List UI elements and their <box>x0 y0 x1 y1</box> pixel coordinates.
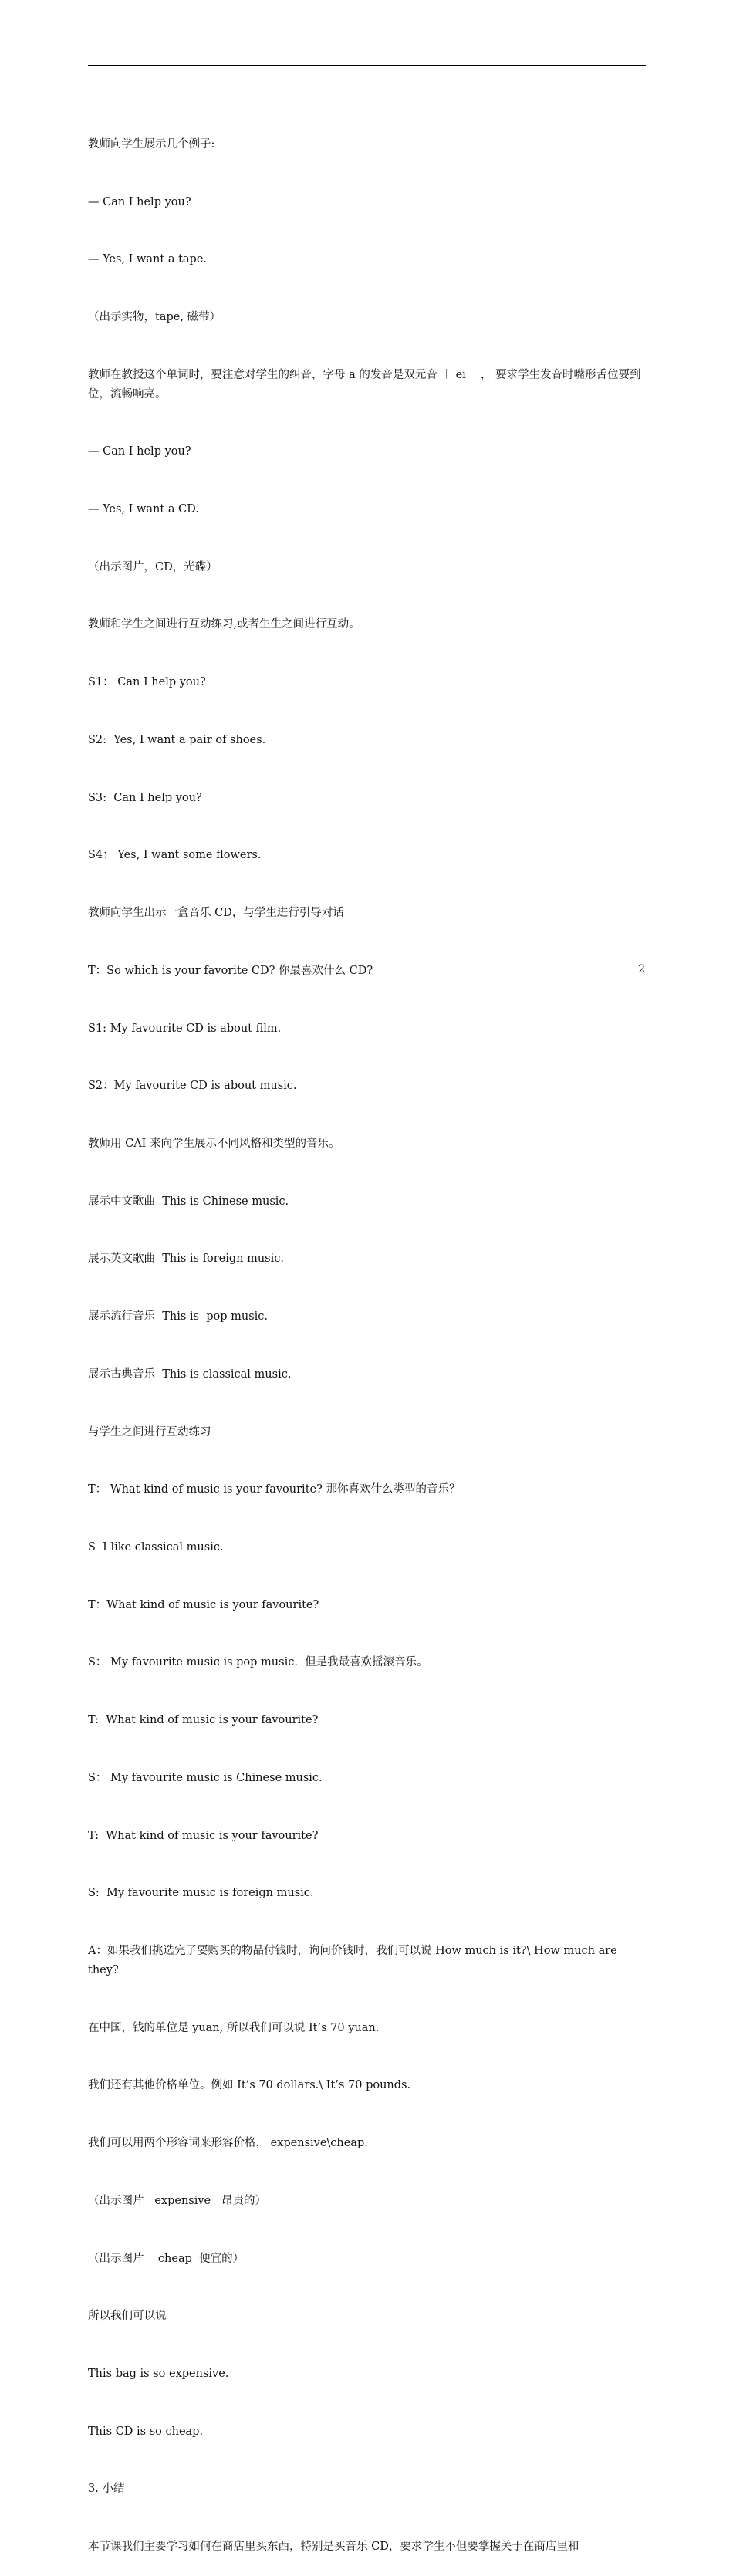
text-line: （出示图片 cheap 便宜的） <box>88 2252 245 2265</box>
text-line: 展示古典音乐 This is classical music. <box>88 1367 292 1381</box>
text-line: S I like classical music. <box>88 1540 224 1553</box>
text-line: 展示流行音乐 This is pop music. <box>88 1310 269 1323</box>
text-line: S3: Can I help you? <box>88 791 202 804</box>
text-line: （出示图片 expensive 昂贵的） <box>88 2194 266 2207</box>
header-rule <box>88 65 646 66</box>
text-line: This bag is so expensive. <box>88 2367 229 2380</box>
text-line: T：So which is your favorite CD? 你最喜欢什么 CD? <box>88 964 373 977</box>
text-line: 教师用 CAI 来向学生展示不同风格和类型的音乐。 <box>88 1137 340 1150</box>
text-line: S： My favourite music is pop music. 但是我最喜欢摇滚音乐。 <box>88 1656 428 1669</box>
text-paragraph: 教师在教授这个单词时，要注意对学生的纠音，字母 a 的发音是双元音 ︱ ei ︱， 要求学生发音时嘴形舌位要到位，流畅响亮。 <box>88 368 641 401</box>
text-line: S1： Can I help you? <box>88 676 206 689</box>
text-line: 本节课我们主要学习如何在商店里买东西，特别是买音乐 CD，要求学生不但要掌握关于在商店里和 <box>88 2541 579 2554</box>
text-line: T：What kind of music is your favourite? <box>88 1598 319 1611</box>
text-line: S: My favourite music is foreign music. <box>88 1887 314 1900</box>
text-line: 我们可以用两个形容词来形容价格， expensive\cheap. <box>88 2137 368 2150</box>
text-line: S1: My favourite CD is about film. <box>88 1022 282 1035</box>
text-line: 展示英文歌曲 This is foreign music. <box>88 1253 284 1266</box>
text-line: — Can I help you? <box>88 445 191 458</box>
text-line: S2: Yes, I want a pair of shoes. <box>88 733 266 746</box>
text-line: 在中国，钱的单位是 yuan, 所以我们可以说 It’s 70 yuan. <box>88 2021 380 2034</box>
text-line: — Yes, I want a CD. <box>88 503 199 516</box>
text-line: 所以我们可以说 <box>88 2310 167 2323</box>
text-line: 教师和学生之间进行互动练习,或者生生之间进行互动。 <box>88 618 360 631</box>
text-line: 教师向学生展示几个例子: <box>88 137 215 150</box>
text-line: 展示中文歌曲 This is Chinese music. <box>88 1195 289 1208</box>
text-line: T: What kind of music is your favourite? <box>88 1714 319 1727</box>
page-number: 2 <box>638 963 645 975</box>
text-line: S： My favourite music is Chinese music. <box>88 1771 323 1784</box>
text-line: （出示实物，tape, 磁带） <box>88 310 221 323</box>
text-line: （出示图片，CD，光碟） <box>88 560 218 573</box>
text-paragraph: A：如果我们挑选完了要购买的物品付钱时，询问价钱时，我们可以说 How much is it?\ How much are they? <box>88 1945 621 1976</box>
text-line: S4： Yes, I want some flowers. <box>88 849 262 862</box>
text-line: T: What kind of music is your favourite? <box>88 1829 319 1842</box>
text-line: This CD is so cheap. <box>88 2425 204 2438</box>
text-line: — Yes, I want a tape. <box>88 253 208 266</box>
text-line: T： What kind of music is your favourite? 那你喜欢什么类型的音乐？ <box>88 1483 461 1496</box>
text-line: — Can I help you? <box>88 195 191 208</box>
text-line: 我们还有其他价格单位。例如 It’s 70 dollars.\ It’s 70 pounds. <box>88 2079 411 2092</box>
document-body <box>88 96 647 2576</box>
text-line: 与学生之间进行互动练习 <box>88 1425 211 1438</box>
section-heading: 3. 小结 <box>88 2483 125 2496</box>
text-line: 教师向学生出示一盒音乐 CD，与学生进行引导对话 <box>88 907 344 920</box>
text-line: S2：My favourite CD is about music. <box>88 1080 297 1093</box>
